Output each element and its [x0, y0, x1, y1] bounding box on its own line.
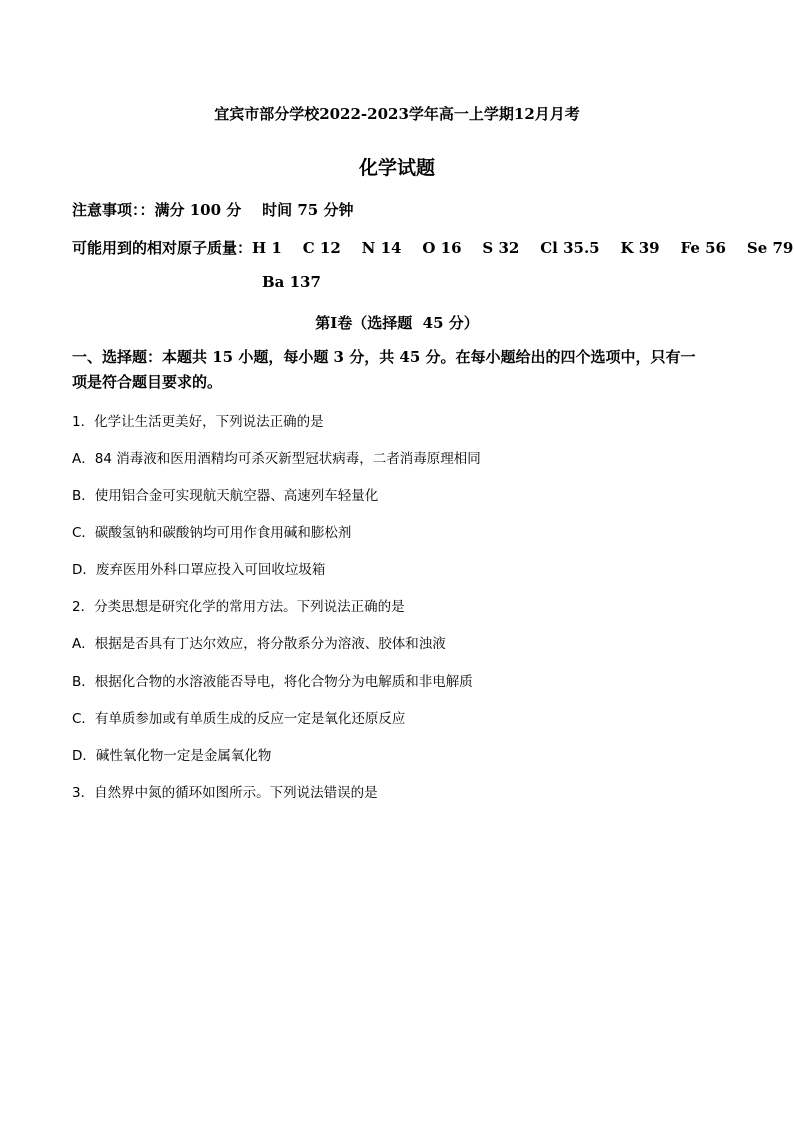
question-1-option-a: A．84 消毒液和医用酒精均可杀灭新型冠状病毒，二者消毒原理相同: [72, 451, 481, 467]
question-1-option-b: B．使用铝合金可实现航天航空器、高速列车轻量化: [72, 488, 379, 504]
section-instructions-line-1: 一、选择题：本题共 15 小题，每小题 3 分，共 45 分。在每小题给出的四个选项中，只有一: [72, 348, 696, 366]
exam-notes: 注意事项：：满分 100 分 时间 75 分钟: [72, 201, 354, 219]
section-instructions-line-2: 项是符合题目要求的。: [72, 373, 223, 391]
atomic-masses-line-1: 可能用到的相对原子质量：H 1 C 12 N 14 O 16 S 32 Cl 35.5 K 39 Fe 56 Se 79: [72, 239, 794, 257]
question-2-option-d: D．碱性氧化物一定是金属氧化物: [72, 748, 272, 764]
exam-title: 宜宾市部分学校2022-2023学年高一上学期12月月考: [214, 105, 580, 123]
question-2-option-a: A．根据是否具有丁达尔效应，将分散系分为溶液、胶体和浊液: [72, 636, 446, 652]
question-2-option-b: B．根据化合物的水溶液能否导电，将化合物分为电解质和非电解质: [72, 674, 473, 690]
question-3-stem: 3．自然界中氮的循环如图所示。下列说法错误的是: [72, 785, 378, 801]
subject-title: 化学试题: [358, 157, 435, 179]
atomic-masses-line-2: Ba 137: [262, 273, 321, 291]
question-2-stem: 2．分类思想是研究化学的常用方法。下列说法正确的是: [72, 599, 405, 615]
question-1-option-d: D．废弃医用外科口罩应投入可回收垃圾箱: [72, 562, 326, 578]
question-2-option-c: C．有单质参加或有单质生成的反应一定是氧化还原反应: [72, 711, 406, 727]
question-1-stem: 1．化学让生活更美好，下列说法正确的是: [72, 414, 324, 430]
question-1-option-c: C．碳酸氢钠和碳酸钠均可用作食用碱和膨松剂: [72, 525, 352, 541]
section-heading: 第Ⅰ卷（选择题 45 分）: [315, 314, 479, 332]
